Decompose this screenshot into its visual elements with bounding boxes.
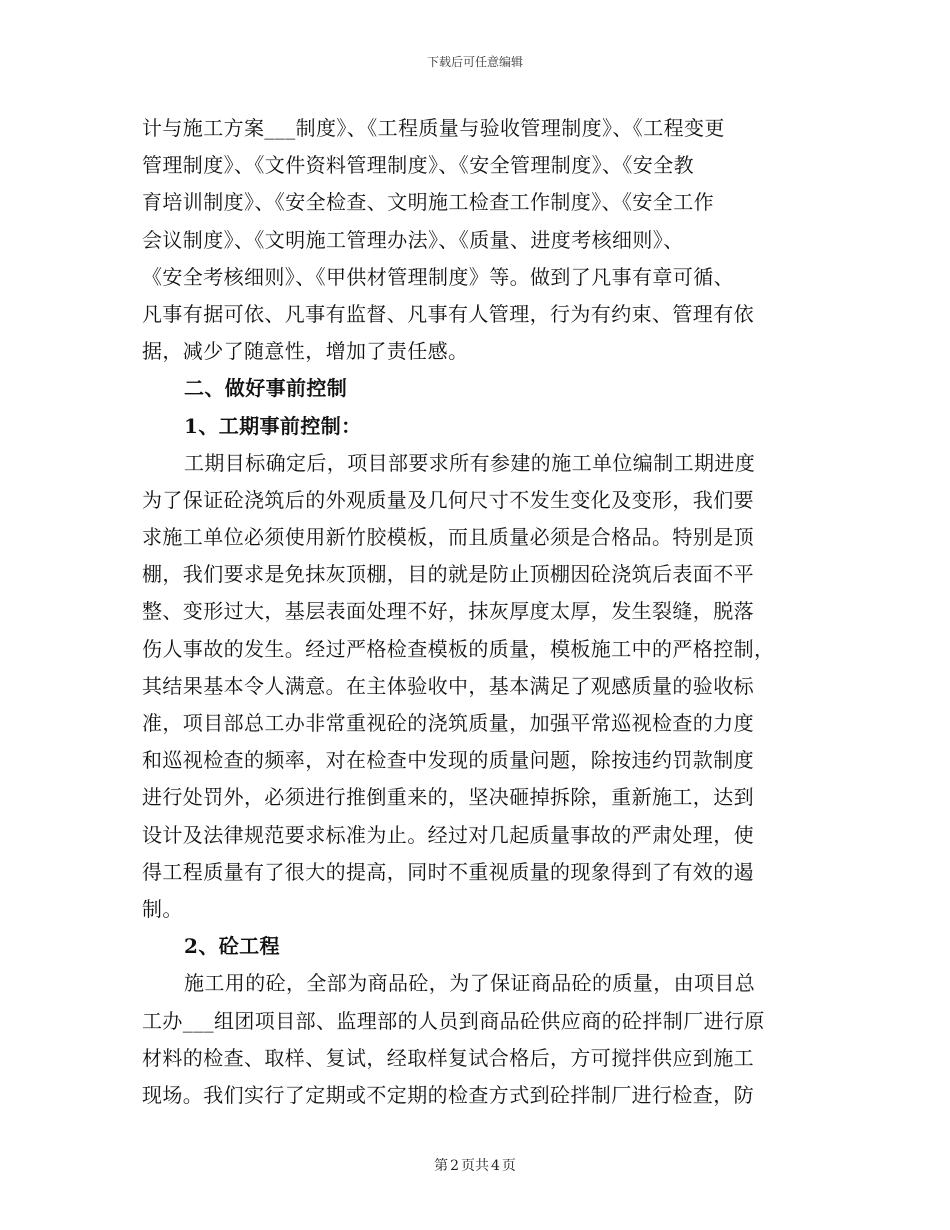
paragraph-line: 伤人事故的发生。经过严格检查模板的质量，模板施工中的严格控制， xyxy=(142,636,775,661)
paragraph-line: 现场。我们实行了定期或不定期的检查方式到砼拌制厂进行检查，防 xyxy=(142,1082,754,1107)
paragraph-line: 管理制度》、《文件资料管理制度》、《安全管理制度》、《安全教 xyxy=(142,153,694,178)
footer-total-pages: 4 xyxy=(491,1158,500,1174)
paragraph-line: 材料的检查、取样、复试，经取样复试合格后，方可搅拌供应到施工 xyxy=(142,1045,754,1070)
paragraph-line: 《安全考核细则》、《甲供材管理制度》等。做到了凡事有章可循、 xyxy=(142,264,734,289)
footer-prefix: 第 xyxy=(434,1158,449,1174)
paragraph-line: 工办___组团项目部、监理部的人员到商品砼供应商的砼拌制厂进行原 xyxy=(142,1008,765,1033)
paragraph-line: 工期目标确定后，项目部要求所有参建的施工单位编制工期进度 xyxy=(184,450,756,475)
subsection-heading: 1、工期事前控制： xyxy=(184,413,362,438)
footer-page-number: 2 xyxy=(450,1158,459,1174)
paragraph-line: 和巡视检查的频率，对在检查中发现的质量问题，除按违约罚款制度 xyxy=(142,748,754,773)
paragraph-line: 施工用的砼，全部为商品砼，为了保证商品砼的质量，由项目总 xyxy=(184,971,756,996)
section-heading: 二、做好事前控制 xyxy=(184,376,348,401)
paragraph-line: 求施工单位必须使用新竹胶模板，而且质量必须是合格品。特别是顶 xyxy=(142,525,754,550)
paragraph-line: 据，减少了随意性，增加了责任感。 xyxy=(142,339,469,364)
paragraph-line: 育培训制度》、《安全检查、文明施工检查工作制度》、《安全工作 xyxy=(142,190,714,215)
paragraph-line: 棚，我们要求是免抹灰顶棚，目的就是防止顶棚因砼浇筑后表面不平 xyxy=(142,562,754,587)
page-footer xyxy=(0,1155,950,1175)
document-body xyxy=(142,110,808,1114)
subsection-heading: 2、砼工程 xyxy=(184,934,280,959)
paragraph-line: 会议制度》、《文明施工管理办法》、《质量、进度考核细则》、 xyxy=(142,227,684,252)
paragraph-line: 整、变形过大，基层表面处理不好，抹灰厚度太厚，发生裂缝，脱落 xyxy=(142,599,754,624)
paragraph-line: 进行处罚外，必须进行推倒重来的，坚决砸掉拆除，重新施工，达到 xyxy=(142,785,754,810)
footer-suffix: 页 xyxy=(501,1158,516,1174)
paragraph-line: 设计及法律规范要求标准为止。经过对几起质量事故的严肃处理，使 xyxy=(142,822,754,847)
paragraph-line: 为了保证砼浇筑后的外观质量及几何尺寸不发生变化及变形，我们要 xyxy=(142,487,754,512)
paragraph-line: 计与施工方案___制度》、《工程质量与验收管理制度》、《工程变更 xyxy=(142,116,725,140)
page-header-note: 下载后可任意编辑 xyxy=(426,55,523,69)
paragraph-line: 得工程质量有了很大的提高，同时不重视质量的现象得到了有效的遏 xyxy=(142,859,754,884)
footer-middle: 页共 xyxy=(461,1158,489,1174)
paragraph-line: 其结果基本令人满意。在主体验收中，基本满足了观感质量的验收标 xyxy=(142,673,754,698)
paragraph-line: 凡事有据可依、凡事有监督、凡事有人管理，行为有约束、管理有依 xyxy=(142,301,754,326)
paragraph-line: 准，项目部总工办非常重视砼的浇筑质量，加强平常巡视检查的力度 xyxy=(142,711,754,735)
paragraph-line: 制。 xyxy=(142,896,183,921)
